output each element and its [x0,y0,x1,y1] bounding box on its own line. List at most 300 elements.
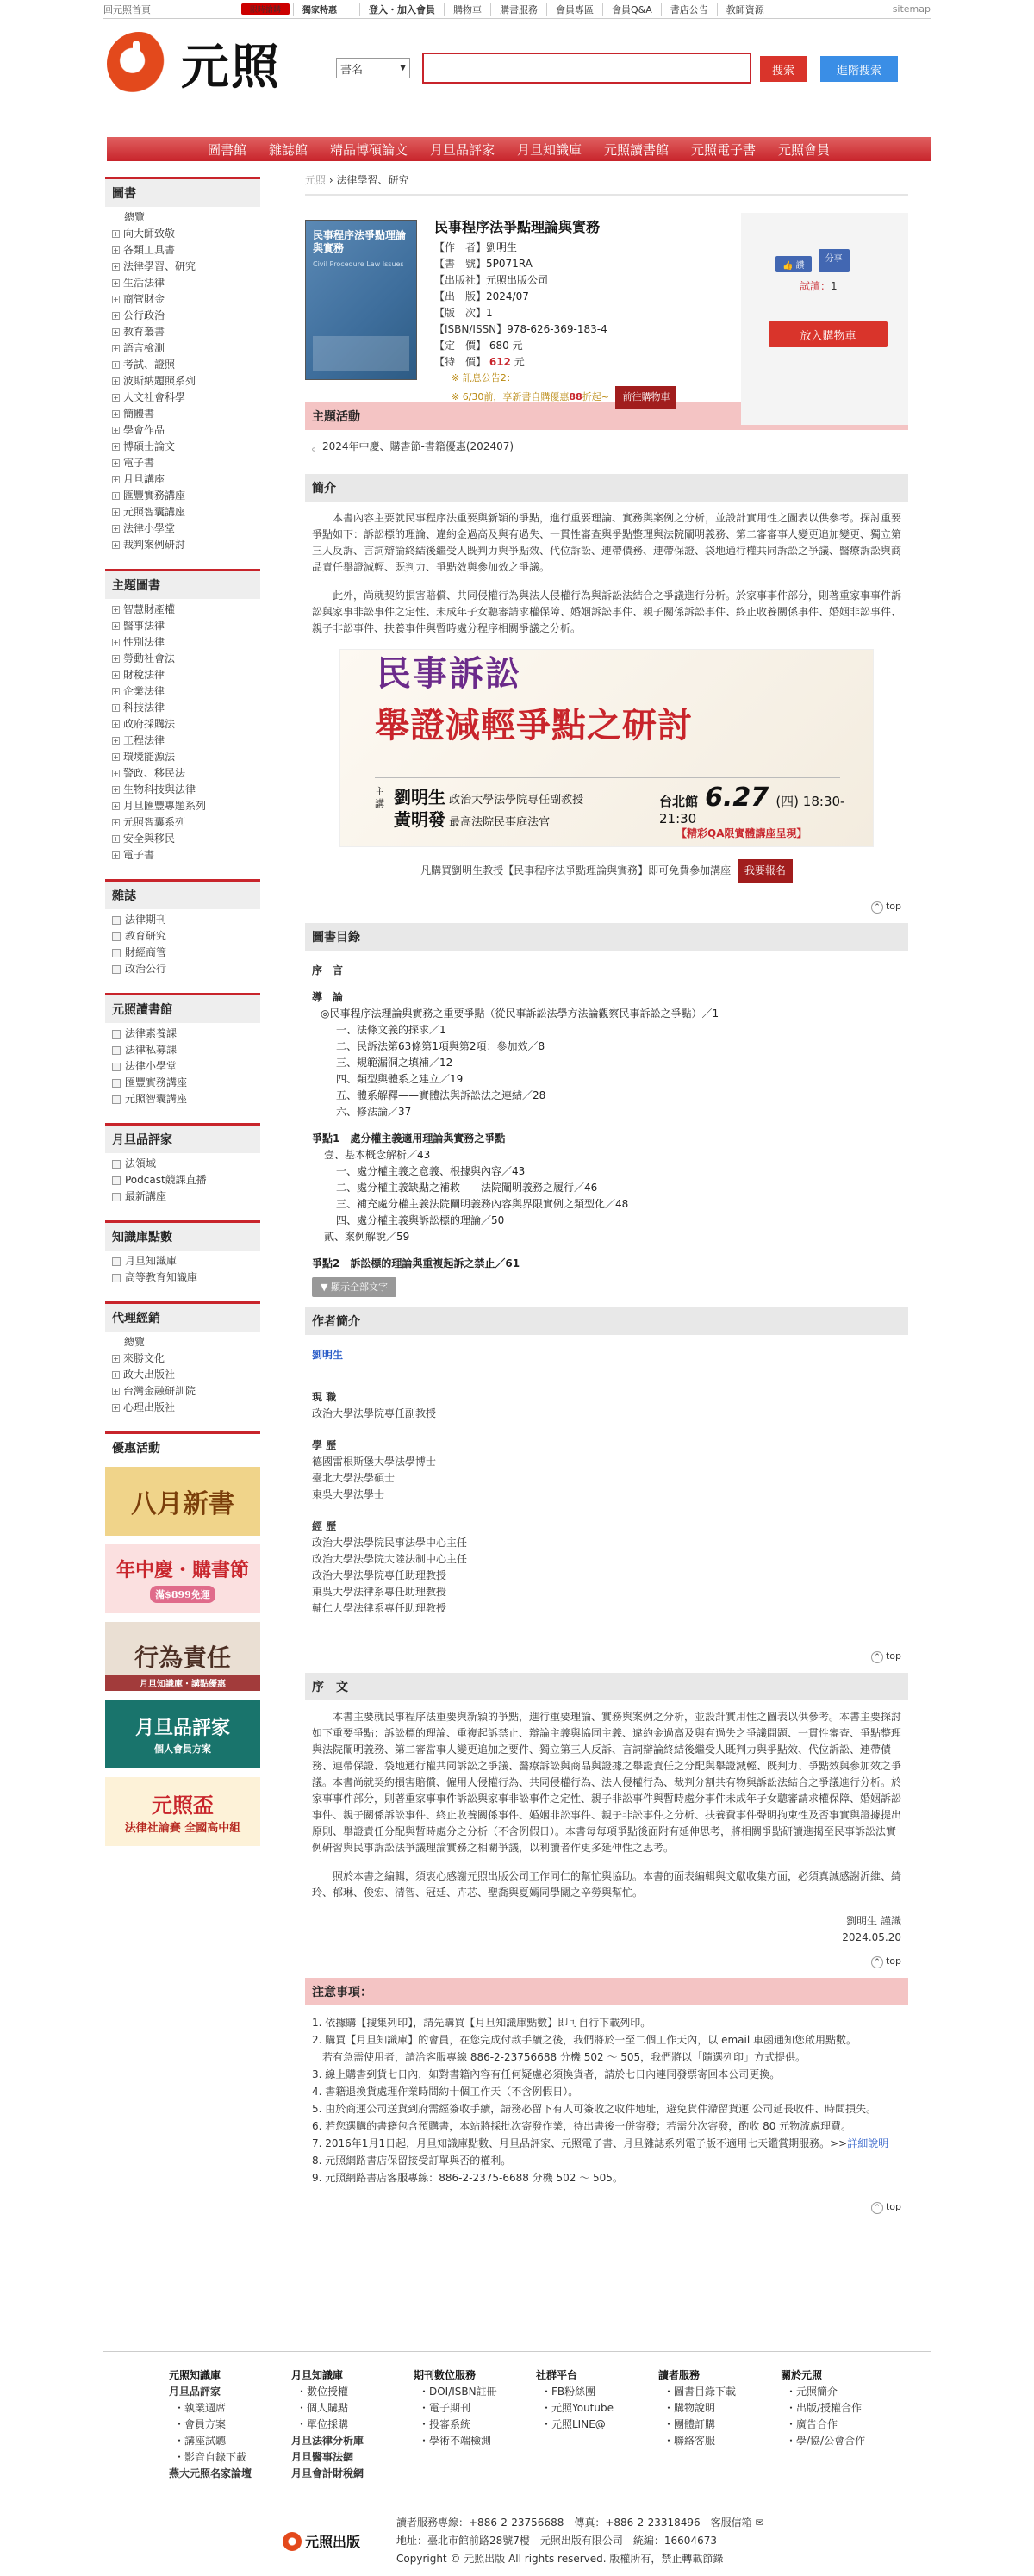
nav-knowledge[interactable]: 月旦知識庫 [517,141,582,158]
sidebar-item[interactable] [112,521,253,537]
expand-icon: + [113,345,119,352]
book-price-row [434,338,727,354]
promo-banner-new-books[interactable] [105,1467,260,1536]
toc-intro-main: ◎民事程序法理論與實務之重要爭點（從民事訴訟法學方法論觀察民事訴訟之爭點）／1 [321,1007,719,1020]
sidebar-item-label: 法律小學堂 [125,1060,178,1072]
sidebar-item-label: 法領域 [125,1157,157,1169]
sidebar-list [105,1332,260,1419]
book-special-row [434,354,727,371]
footer-link[interactable]: ・單位採購 [296,2418,349,2430]
lecture-caption [312,859,901,883]
back-to-top-link[interactable]: ⌃ top [312,1648,901,1664]
toc-item: 六、修法論／37 [336,1106,412,1118]
footer-link[interactable]: 月旦法律分析庫 [291,2435,364,2447]
footer-column [291,2367,414,2482]
trial-label: 試讀： [800,280,832,292]
sidebar-item-label: 台灣金融研訓院 [123,1385,196,1397]
sidebar-item[interactable] [112,651,253,667]
author-body [305,1335,908,1673]
mail-icon[interactable]: ✉ [755,2517,764,2529]
banner-text: 年中慶・購書節 [115,1558,249,1581]
expand-icon: + [113,541,119,549]
sidebar-item-label: 元照智囊講座 [123,506,186,518]
sidebar-item-label: 政大出版社 [123,1369,176,1381]
footer-link[interactable]: ・元照LINE@ [541,2418,606,2430]
footer-logo-text: 元照出版 [305,2534,361,2550]
footer-link[interactable]: ・數位授權 [296,2386,349,2398]
top-link-teacher[interactable]: 教師資源 [717,3,773,16]
info-value: 2024/07 [486,290,529,303]
lecture-qa-note: 【精彩QA限實體講座呈現】 [676,827,807,839]
promo-banner-liability[interactable] [105,1622,260,1691]
toc-item: 一、處分權主義之意義、根據與內容／43 [336,1165,526,1177]
sidebar-item[interactable] [112,275,253,291]
top-link-qa[interactable]: 會員Q&A [602,3,661,16]
expand-icon: + [113,770,119,777]
sidebar-item-label: 匯豐實務講座 [123,490,186,502]
author-exp-item: 政治大學法學院民事法學中心主任 [312,1537,468,1549]
toc-body [305,951,908,1304]
preface-paragraph-1: 本書主要就民事程序法重要與新穎的爭點，進行重要理論、實務與案例之分析，並設計實用性之圖表以供參考。本書主要探討如下重要爭點：訴訟標的理論、重複起訴禁止、辯論主義與協同主義、違約金過高及與有過失之爭議問題、一貫性審查、爭點整理與法院闡明義務、第二審當事人變更追加之要件、獨立第三人反訴、言詞辯論終結後繼受人既判力與爭點效、代位訴訟、連帶債務、連帶保證、袋地通行權共同訴訟之爭議、醫療訴訟與商品與證據之舉證責任之分配與舉證減輕、既判力、爭點效與參加效之爭議。本書尚就契約損害賠償、僱用人侵權行為、共同侵權行為、法人侵權行為、裁判分割共有物與訴訟法結合之爭議進行分析。於家事事件部分，則著重家事事件訴訟與家事非訟事件之定性、親子非訟事件與暫時處分事件未成年子女聽審請求權保障、婚姻訴訟事件、親子關係訴訟事件、終止收養關係事件、婚姻非訟事件、親子非訟事件之分析、扶養費事件聲明拘束性及否事實與證據提出原則、舉證責任分配與暫時處分之分析（不含例假日）。本書每每項爭點後面附有延伸思考，將相關爭點研讀進揭至民事訴訟法實例研習與民事訴訟法爭議理論實務之相關爭議，以利讀者作更多延伸性之思考。 [312,1711,902,1854]
sidebar-item-label: 醫事法律 [123,620,165,632]
sidebar-item-label: 電子書 [123,849,155,861]
login-link[interactable]: 登入・加入會員 [359,3,444,16]
sidebar-list [105,207,260,557]
fb-share-button[interactable]: 分享 [819,249,850,272]
sidebar-heading: 元照讀書館 [105,993,260,1023]
footer-contact [396,2514,764,2532]
promo-banner-critic[interactable] [105,1700,260,1768]
footer [103,2351,931,2576]
footer-link[interactable]: ・學術不端檢測 [419,2435,492,2447]
sidebar-item[interactable] [112,504,253,521]
nav-magazines[interactable]: 雜誌館 [268,141,308,158]
sidebar-item-label: 教育研究 [125,930,167,942]
banner-text: 月旦品評家 [134,1716,230,1739]
sidebar-item[interactable] [112,831,253,847]
toc-item: 四、類型與體系之建立／19 [336,1073,464,1085]
fb-like-button[interactable] [776,256,812,272]
footer-link[interactable]: ・元照Youtube [541,2402,614,2414]
promo-banner-cup[interactable] [105,1777,260,1846]
sidebar-item[interactable] [112,455,253,471]
footer-column [169,2367,291,2482]
footer-link[interactable]: 月旦品評家 [169,2386,221,2398]
sidebar-item[interactable] [112,716,253,733]
expand-icon: + [113,230,119,238]
expand-icon: + [113,622,119,630]
sidebar-item-label: 簡體書 [123,408,155,420]
cover-title: 民事程序法爭點理論與實務 [313,229,407,254]
sidebar-item-label: 財經商管 [125,946,167,958]
sidebar-item[interactable] [112,373,253,390]
sidebar-item[interactable] [112,928,253,945]
nav-ebooks[interactable]: 元照電子書 [691,141,757,158]
footer-logo-icon [283,2532,302,2551]
footer-column [414,2367,536,2482]
sidebar-list [105,599,260,867]
book-price: 680 [489,340,509,352]
sidebar-list [105,1023,260,1111]
sidebar-item[interactable] [112,700,253,716]
go-to-cart-button[interactable]: 前往購物車 [615,386,676,409]
footer-column-heading[interactable]: 元照知識庫 [169,2369,221,2381]
search-input[interactable] [422,53,751,84]
sidebar-item[interactable] [112,291,253,308]
notice-item [312,2135,901,2152]
expand-icon: + [113,1355,119,1363]
expand-icon: + [113,410,119,418]
sidebar-item-label: 生物科技與法律 [123,783,196,795]
sidebar-item[interactable] [112,340,253,357]
info-value: 元照出版公司 [486,274,549,286]
banner-subtext: 月旦知識庫・講點優惠 [105,1675,260,1691]
footer-column-heading[interactable]: 月旦知識庫 [291,2369,344,2381]
sidebar-item-label: 波斯納題照系列 [123,375,196,387]
promo-banner-anniversary[interactable] [105,1544,260,1613]
footer-logo [283,2531,360,2551]
sidebar-item[interactable] [112,1058,253,1075]
sidebar-item[interactable] [112,1156,253,1172]
sidebar-item-label: Podcast競課直播 [125,1174,207,1186]
activity-link[interactable]: 。2024年中慶、購書節-書籍優惠(202407) [312,440,514,452]
footer-link[interactable]: ・學/協/公會合作 [786,2435,866,2447]
footer-link[interactable]: ・聯絡客服 [663,2435,716,2447]
notice-line-1: ※ 訊息公告2： [452,372,516,384]
footer-link[interactable]: ・講座試聽 [174,2435,227,2447]
info-key: 【出 版】 [434,290,487,303]
trial-read[interactable] [800,278,838,293]
sidebar-item[interactable] [112,961,253,977]
sidebar-item-label: 教育叢書 [123,326,165,338]
sidebar-heading: 代理經銷 [105,1301,260,1332]
expand-icon: + [113,312,119,320]
sidebar-item[interactable] [112,602,253,618]
sidebar-item[interactable] [112,1026,253,1042]
expand-icon: + [113,377,119,385]
book-info [434,216,727,409]
toc-item: 二、處分權主義缺點之補救——法院闡明義務之履行／46 [336,1182,598,1194]
book-info-row [434,289,727,305]
author-current-item: 政治大學法學院專任副教授 [312,1407,437,1419]
toc-s1-b: 貳、案例解說／59 [324,1231,410,1243]
footer-link[interactable]: ・FB粉絲團 [541,2386,596,2398]
sidebar-item-label: 法律小學堂 [123,522,176,534]
breadcrumb-category[interactable]: 法律學習、研究 [336,174,409,186]
sidebar-item[interactable] [112,242,253,259]
book-special-price: 612 [489,356,511,368]
footer-link[interactable]: ・廣告合作 [786,2418,838,2430]
sidebar-item[interactable] [112,847,253,864]
sidebar-item-label: 月旦匯豐專題系列 [123,800,207,812]
sidebar-heading: 月旦品評家 [105,1123,260,1153]
expand-icon: + [113,720,119,728]
sidebar-item[interactable] [112,439,253,455]
intro-paragraph-2: 此外，尚就契約損害賠償、共同侵權行為與法人侵權行為與訴訟法結合之爭議進行分析。於家事事件部分，則著重家事事件訴訟與家事非訟事件之定性、未成年子女聽審請求權保障、婚姻訴訟事件、親子關係訴訟事件、終止收養關係事件、婚姻非訟事件、親子非訟事件、扶養事件與暫時處分程序相關爭議之分析。 [312,589,902,634]
toc-item: 四、處分權主義與訴訟標的理論／50 [336,1214,505,1226]
sidebar-item[interactable] [112,1172,253,1188]
advanced-search-button[interactable]: 進階搜索 [820,56,898,82]
price-unit: 元 [512,340,523,352]
notice-item [312,2014,901,2031]
show-more-button[interactable]: ▼ 顯示全部文字 [312,1277,396,1297]
banner-subtext: 個人會員方案 [154,1743,211,1755]
checkbox-icon [112,965,121,974]
expand-icon: + [113,1371,119,1379]
notice-item [312,2031,901,2049]
footer-link[interactable]: ・投審系統 [419,2418,471,2430]
sidebar-item-label: 各類工具書 [123,244,176,256]
notice-item [312,2169,901,2186]
sidebar-item[interactable] [112,765,253,782]
nav-critic[interactable]: 月旦品評家 [429,141,495,158]
checkbox-icon [112,1095,121,1104]
footer-link[interactable]: 燕大元照名家論壇 [169,2467,252,2479]
sidebar-item[interactable] [112,618,253,634]
footer-link[interactable]: ・執業週席 [174,2402,227,2414]
sidebar-item-label: 月旦講座 [123,473,165,485]
sidebar-item[interactable] [112,1042,253,1058]
main-content [305,169,908,2224]
lecture-banner-title: 民事訴訟 [377,653,521,694]
sidebar-item-label: 財稅法律 [123,669,165,681]
sidebar-item[interactable] [112,1383,253,1400]
expand-icon: + [113,655,119,663]
expand-icon: + [113,786,119,794]
toc-item: 五、體系解釋——實體法與訴訟法之連結／28 [336,1089,546,1101]
sidebar-item-label: 法律期刊 [125,914,167,926]
sidebar-item[interactable] [112,226,253,242]
top-link-member[interactable]: 會員專區 [546,3,602,16]
sidebar-item[interactable] [112,390,253,406]
sidebar-heading: 主題圖書 [105,569,260,599]
sidebar-item[interactable] [112,324,253,340]
sidebar-item[interactable] [112,1075,253,1091]
footer-column-heading[interactable]: 讀者服務 [658,2369,701,2381]
book-summary [305,213,908,480]
book-info-row [434,256,727,272]
expand-icon: + [113,851,119,859]
add-to-cart-button[interactable]: 放入購物車 [769,321,888,347]
breadcrumb [305,169,908,196]
sidebar-item[interactable] [112,1253,253,1269]
sidebar-heading: 圖書 [105,177,260,207]
sidebar-item[interactable] [112,488,253,504]
promo-area[interactable] [233,3,354,16]
preface-signature: 劉明生 謹識 [846,1915,901,1927]
expand-icon: + [113,671,119,679]
book-cover[interactable] [305,220,417,380]
sidebar-item-label: 環境能源法 [123,751,176,763]
footer-link[interactable]: ・DOI/ISBN註冊 [419,2386,497,2398]
toc-item: 三、規範漏洞之填補／12 [336,1057,453,1069]
sidebar-item-label: 高等教育知識庫 [125,1271,198,1283]
sidebar-item[interactable] [112,1091,253,1107]
author-edu-heading: 學 歷 [312,1439,337,1451]
sidebar-list [105,909,260,981]
banner-text: 元照盃 [152,1793,214,1818]
checkbox-icon [112,1257,121,1266]
nav-members[interactable]: 元照會員 [778,141,831,158]
sidebar-critic [105,1123,260,1208]
footer-link[interactable]: ・電子期刊 [419,2402,471,2414]
nav-library[interactable]: 元照讀書館 [604,141,670,158]
sidebar-item[interactable] [112,667,253,683]
footer-link[interactable]: ・出版/授權合作 [786,2402,863,2414]
expand-icon: + [113,427,119,434]
expand-icon: + [113,835,119,843]
footer-link[interactable]: 月旦醫事法網 [291,2451,354,2463]
top-link-service[interactable]: 購書服務 [490,3,546,16]
sidebar-item[interactable] [112,471,253,488]
footer-link[interactable]: ・影音自錄下載 [174,2451,247,2463]
footer-link[interactable]: ・圖書目錄下載 [663,2386,737,2398]
sidebar-item[interactable] [112,782,253,798]
promo-badge: 限時搶購 [241,3,290,15]
back-to-top-link[interactable]: ⌃ top [312,1953,901,1969]
sidebar-item-label: 生活法律 [123,277,165,289]
notice-text: 1. 依據購【搜集列印】，請先購買【月旦知識庫點數】即可自行下載列印。 [312,2017,651,2029]
breadcrumb-home[interactable]: 元照 [305,174,327,186]
top-link-cart[interactable]: 購物車 [444,3,490,16]
sidebar-item[interactable] [112,945,253,961]
footer-bottom [103,2507,931,2576]
sidebar-item[interactable] [112,1367,253,1383]
expand-icon: + [113,688,119,695]
sidebar-item-label: 安全與移民 [123,833,176,845]
info-value: 劉明生 [486,241,518,253]
banner-text: 八月新書 [131,1489,234,1519]
sidebar-root-item[interactable]: 總覽 [124,211,146,223]
back-to-top-link[interactable]: ⌃ top [312,898,901,914]
sidebar-agents [105,1301,260,1419]
lecture-venue: 台北館 [659,794,699,809]
sidebar-item-label: 元照智囊系列 [123,816,186,828]
sidebar-item-label: 政府採購法 [123,718,176,730]
book-info-row [434,240,727,256]
sidebar-item[interactable] [112,733,253,749]
sidebar-item[interactable] [112,259,253,275]
sidebar-root-item[interactable]: 總覽 [124,1336,146,1348]
notice-text: 5. 由於商運公司送貨到府需經簽收手續，請務必留下有人可簽收之收件地址，避免貨件滯留貨運 公司延長收件、時間損失。 [312,2103,877,2115]
sidebar-item-label: 政治公行 [125,963,167,975]
social-buttons [776,256,850,272]
sidebar-item-label: 智慧財產權 [123,603,176,615]
detail-link[interactable]: 詳細說明 [847,2137,889,2149]
section-heading-author: 作者簡介 [305,1307,908,1335]
sidebar-item-label: 元照智囊講座 [125,1093,188,1105]
home-link[interactable]: 回元照首頁 [103,3,151,16]
sidebar-item[interactable] [112,814,253,831]
expand-icon: + [113,246,119,254]
sidebar-item[interactable] [112,798,253,814]
footer-link[interactable]: ・會員方案 [174,2418,227,2430]
expand-icon: + [113,328,119,336]
search-button[interactable]: 搜索 [760,56,807,82]
section-heading-notice: 注意事項： [305,1978,908,2005]
sidebar-item[interactable] [112,1350,253,1367]
expand-icon: + [113,459,119,467]
toc-item: 二、民訴法第63條第1項與第2項：參加效／8 [336,1040,545,1052]
sidebar-item[interactable] [112,1400,253,1416]
sitemap-link[interactable]: sitemap [892,3,931,15]
sidebar-item[interactable] [112,1269,253,1286]
sidebar-item[interactable] [112,912,253,928]
expand-icon: + [113,737,119,745]
cover-image [313,336,409,371]
checkbox-icon [112,949,121,957]
lecture-banner[interactable] [339,649,874,847]
sidebar-item-label: 匯豐實務講座 [125,1076,188,1088]
sidebar-item-label: 企業法律 [123,685,165,697]
sidebar-item-label: 公行政治 [123,309,165,321]
toc-s1-heading: 爭點1 處分權主義適用理論與實務之爭點 [312,1132,506,1145]
footer-link[interactable]: ・個人購點 [296,2402,349,2414]
preface-body [305,1700,908,1978]
sidebar-item[interactable] [112,634,253,651]
notice-item [312,2118,901,2135]
sidebar-item-label: 心理出版社 [123,1401,176,1413]
nav-books[interactable]: 圖書館 [207,141,246,158]
footer-link[interactable]: ・團體訂購 [663,2418,716,2430]
sidebar-item-label: 語言檢測 [123,342,165,354]
logo-mark-icon [107,32,171,96]
sidebar-heading: 優惠活動 [105,1431,260,1462]
register-button[interactable]: 我要報名 [738,859,793,883]
sidebar-item-label: 科技法律 [123,702,165,714]
sidebar-item[interactable] [112,749,253,765]
footer-link[interactable]: 月旦會計財稅網 [291,2467,364,2479]
logo-text: 元照 [181,39,281,96]
nav-theses[interactable]: 精品博碩論文 [329,141,408,158]
footer-link[interactable]: ・元照簡介 [786,2386,838,2398]
sidebar-list [105,1153,260,1208]
sidebar-item[interactable] [112,308,253,324]
checkbox-icon [112,1176,121,1185]
back-to-top-link[interactable]: ⌃ top [312,2199,901,2216]
footer-column-heading[interactable]: 關於元照 [781,2369,823,2381]
notice-discount: 88 [569,391,582,402]
expand-icon: + [113,639,119,646]
sidebar-item[interactable] [112,537,253,553]
author-name[interactable]: 劉明生 [312,1349,344,1361]
notice-item [312,2152,901,2169]
expand-icon: + [113,476,119,483]
host-role-2: 最高法院民事庭法官 [449,816,551,829]
sidebar-item-label: 向大師致敬 [123,228,176,240]
checkbox-icon [112,916,121,925]
author-exp-item: 政治大學法學院大陸法制中心主任 [312,1553,468,1565]
sidebar-item[interactable] [112,1188,253,1205]
author-exp-item: 東吳大學法律系專任助理教授 [312,1586,447,1598]
footer-column-heading[interactable]: 期刊數位服務 [414,2369,477,2381]
search-type-select[interactable] [336,58,410,78]
sidebar-item[interactable] [112,357,253,373]
sidebar-heading: 雜誌 [105,879,260,909]
top-link-announce[interactable]: 書店公告 [661,3,717,16]
site-logo[interactable] [107,29,296,98]
footer-column-heading[interactable]: 社群平台 [536,2369,578,2381]
sidebar-item[interactable] [112,422,253,439]
sidebar-item[interactable] [112,683,253,700]
sidebar-item[interactable] [112,406,253,422]
sidebar-item-label: 裁判案例研討 [123,539,186,551]
author-edu-item: 臺北大學法學碩士 [312,1472,396,1484]
sidebar-promos [105,1431,260,1846]
expand-icon: + [113,525,119,533]
footer-link[interactable]: ・購物說明 [663,2402,716,2414]
sidebar-library [105,993,260,1111]
